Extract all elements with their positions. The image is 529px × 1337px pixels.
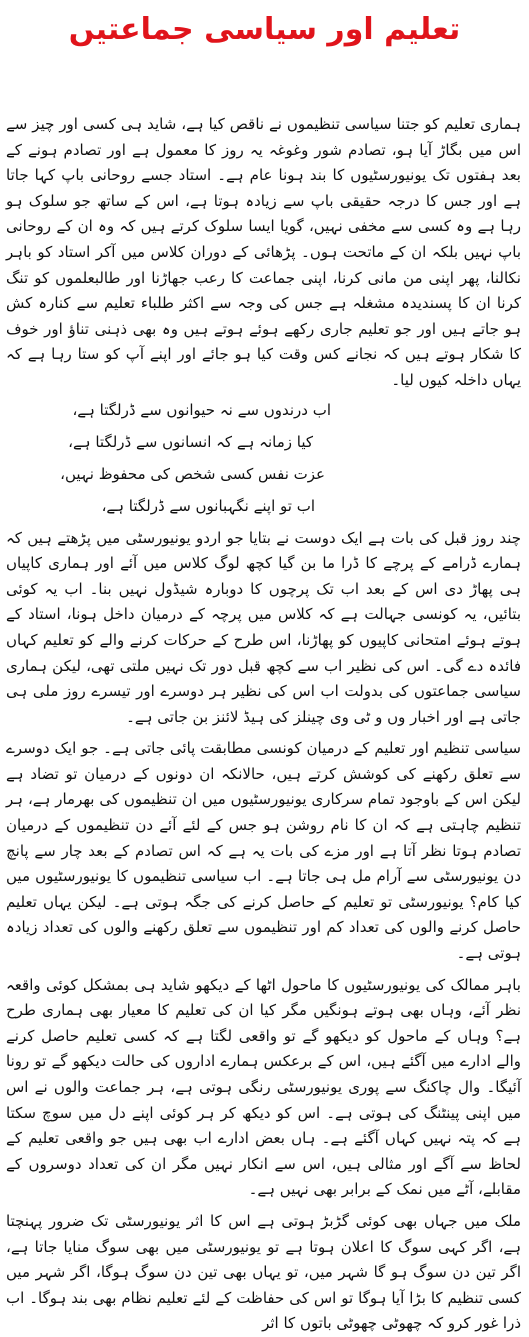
article-body bbox=[6, 112, 521, 1337]
poem-line: اب درندوں سے نہ حیوانوں سے ڈرلگتا ہے، bbox=[72, 400, 331, 419]
paragraph-intro: ہماری تعلیم کو جتنا سیاسی تنظیموں نے ناقص کیا ہے، شاید ہی کسی اور چیز سے اس میں بگاڑ آیا ہو، تصادم شور وغوغہ یہ روز کا معمول ہے اور تصادم ہونے کے بعد ہفتوں تک یونیورسٹیوں کا بند ہونا عام ہے۔ استاد جسے روحانی باپ کہا جاتا ہے اور جس کا درجہ حقیقی باپ سے زیادہ ہوتا ہے، اس کے ساتھ جو سلوک ہو رہا ہے وہ کسی سے مخفی نہیں، گویا ایسا سلوک کرتے ہیں کہ وہ ان کے روحانی باپ نہیں بلکہ ان کے ماتحت ہوں۔ پڑھائی کے دوران کلاس میں آکر استاد کو باہر نکالنا، پھر اپنی من مانی کرنا، اپنی جماعت کا رعب جھاڑنا اور طالبعلموں کو تنگ کرنا ان کا پسندیدہ مشغلہ ہے جس کی وجہ سے اکثر طلباء تعلیم سے کنارہ کش ہو جاتے ہیں اور جو تعلیم جاری رکھے ہوئے ہوتے ہیں وہ بھی ذہنی تناؤ اور خوف کا شکار ہوتے ہیں کہ نجانے کس وقت کیا ہو جائے اور اپنے آپ کو ستا رہا ہے کہ یہاں داخلہ کیوں لیا۔ bbox=[6, 115, 521, 389]
poem-line: اب تو اپنے نگہبانوں سے ڈرلگتا ہے، bbox=[101, 496, 315, 515]
poem-block bbox=[6, 394, 521, 522]
poem-line: عزت نفس کسی شخص کی محفوظ نہیں، bbox=[60, 464, 325, 483]
paragraph-urdu-university: چند روز قبل کی بات ہے ایک دوست نے بتایا جو اردو یونیورسٹی میں پڑھتے ہیں کہ ہمارے ڈرامے کے پرچے کا ڈرا ما بن گیا کچھ لوگ کلاس میں آئے اور ہماری کاپیاں ہی پھاڑ دی اس کے بعد اب تک پرچوں کا دوبارہ شیڈول نہیں بنا۔ اب یہ کوئی بتائیں، یہ کونسی جہالت ہے کہ کلاس میں پرچہ کے درمیان داخل ہونا، استاد کے ہوتے ہوئے امتحانی کاپیوں کو پھاڑنا، اس طرح کے حرکات کرنے والے کو تعلیم کہاں فائدہ دے گی۔ اس کی نظیر اب سے کچھ قبل دور تک نہیں ملتی تھی، لیکن ہماری سیاسی جماعتوں کی بدولت اب اس کی نظیر ہر دوسرے اور تیسرے روز ملی ہی جاتی ہے اور اخبار وں و ٹی وی چینلز کی ہیڈ لائنز بن جاتی ہے۔ bbox=[6, 528, 521, 726]
article-title: تعلیم اور سیاسی جماعتیں bbox=[68, 12, 461, 47]
poem-line: کیا زمانہ ہے کہ انسانوں سے ڈرلگتا ہے، bbox=[68, 432, 313, 451]
paragraph-foreign-universities: باہر ممالک کی یونیورسٹیوں کا ماحول اٹھا کے دیکھو شاید ہی بمشکل کوئی واقعہ نظر آئے، وہاں بھی ہوتے ہونگیں مگر کیا ان کی تعلیم کا معیار بھی ہماری طرح ہے؟ وہاں کے ماحول کو دیکھو گے تو واقعی لگتا ہے کہ کسی تعلیم حاصل کرنے والے ادارے میں آگئے ہیں، اس کے برعکس ہمارے اداروں کی حالت دیکھو گے تو رونا آئیگا۔ وال چاکنگ سے پوری یونیورسٹی رنگی ہوتی ہے، ہر جماعت والوں نے اس میں اپنی پینٹنگ کی ہوتی ہے۔ اس کو دیکھ کر ہر کوئی اپنے دل میں سوچ سکتا ہے کہ پتہ نہیں کہاں آگئے ہے۔ ہاں بعض ادارے اب بھی ہیں جو واقعی تعلیم کے لحاظ سے آگے اور مثالی ہیں، اس سے انکار نہیں مگر ان کی تعداد دوسروں کے مقابلے، آٹے میں نمک کے برابر بھی نہیں ہے۔ bbox=[6, 975, 521, 1199]
paragraph-political-organizations: سیاسی تنظیم اور تعلیم کے درمیان کونسی مطابقت پائی جاتی ہے۔ جو ایک دوسرے سے تعلق رکھنے کی کوشش کرتے ہیں، حالانکہ ان دونوں کے درمیان تو تضاد ہے لیکن اس کے باوجود تمام سرکاری یونیورسٹیوں میں ان تنظیموں کی بھرمار ہے، ہر تنظیم چاہتی ہے کہ ان کا نام روشن ہو جس کے لئے آئے دن تنظیموں کے درمیان تصادم ہوتا نظر آتا ہے اور مزے کی بات یہ ہے کہ اس تصادم کے بعد چار سے پانچ دن یونیورسٹی سے آرام مل ہی جاتا ہے۔ اب سیاسی تنظیموں کا یونیورسٹیوں میں کیا کام؟ یونیورسٹی تو تعلیم کے حاصل کرنے کی جگہ ہوتی ہے۔ لیکن یہاں تعلیم حاصل کرنے والوں کی تعداد کم اور تنظیموں سے تعلق رکھنے والوں کی تعداد زیادہ ہوتی ہے۔ bbox=[6, 739, 521, 963]
paragraph-mourning: ملک میں جہاں بھی کوئی گڑبڑ ہوتی ہے اس کا اثر یونیورسٹی تک ضرور پہنچتا ہے، اگر کہی سوگ کا اعلان ہوتا ہے تو یونیورسٹی میں بھی سوگ منایا جاتا ہے، اگر تین دن سوگ ہو گا شہر میں، تو یہاں بھی تین دن سوگ ہوگا، اگر شہر میں کسی تنظیم کا بڑا آیا ہوگا تو اس کی حفاظت کے لئے تعلیم نظام بھی بند ہوگا۔ اب ذرا غور کرو کہ چھوٹی چھوٹی باتوں کا اثر bbox=[6, 1211, 521, 1333]
